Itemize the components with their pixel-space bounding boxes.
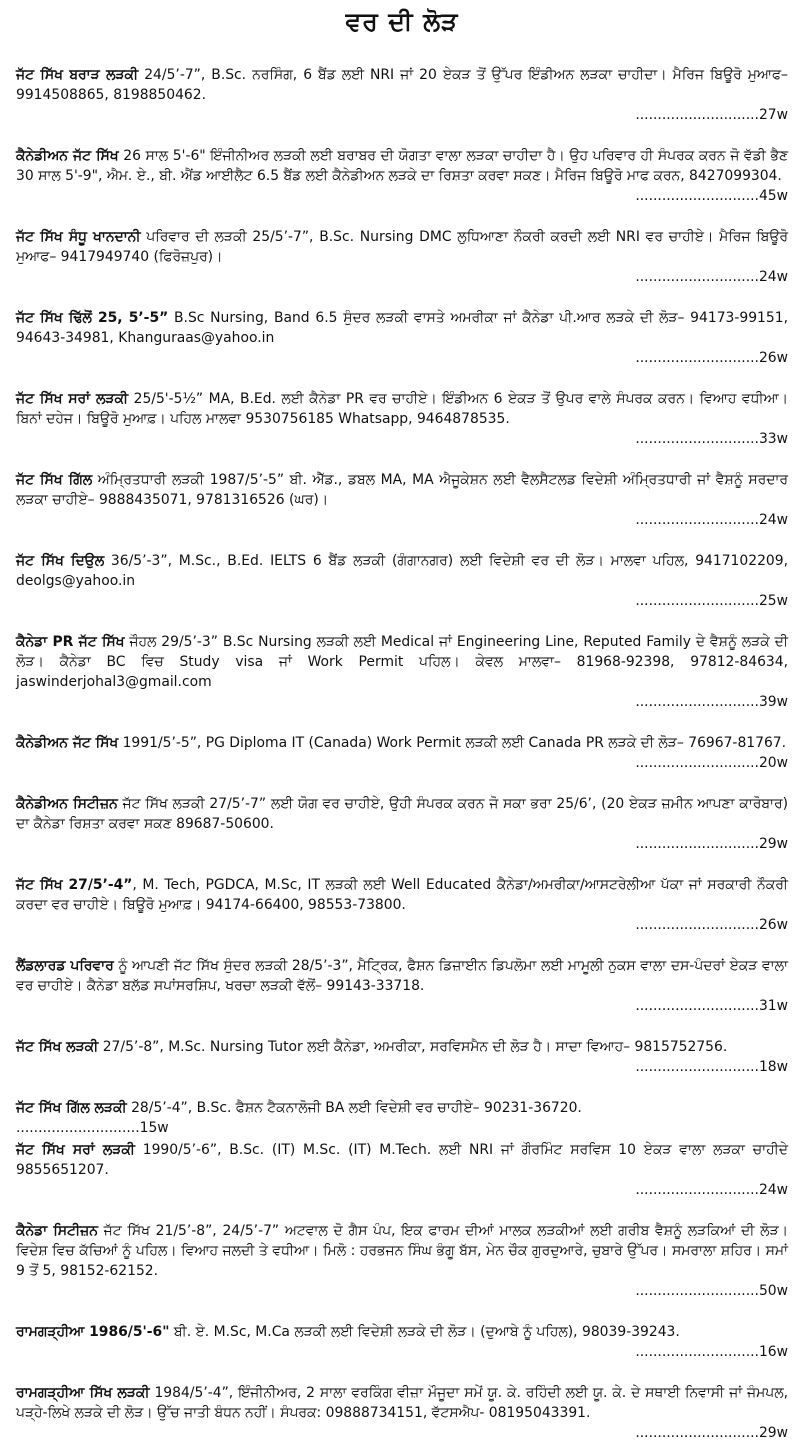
classified-ad [16,65,788,125]
ad-body: 1990/5’-6”, B.Sc. (IT) M.Sc. (IT) M.Tech. ਲਈ NRI ਜਾਂ ਗੌਰਮਿੰਟ ਸਰਵਿਸ 10 ਏਕੜ ਵਾਲਾ ਲੜਕਾ ਚਾਹੀਦੇ 9855651207. [16,1142,788,1178]
ad-lead: ਜੱਟ ਸਿੱਖ ਦਿਉਲ [16,553,105,569]
classified-ad [16,1098,788,1138]
ad-code: ............................50w [635,1283,788,1299]
classified-ad [16,1383,788,1443]
ad-lead: ਲੈਂਡਲਾਰਡ ਪਰਿਵਾਰ [16,958,114,974]
ad-code: ............................33w [635,431,788,447]
ad-lead: ਜੱਟ ਸਿੱਖ ਗਿੱਲ [16,472,93,488]
ad-lead: ਕੈਨੇਡਾ PR ਜੱਟ ਸਿੱਖ [16,634,125,650]
ad-body: 1991/5’-5”, PG Diploma IT (Canada) Work Permit ਲੜਕੀ ਲਈ Canada PR ਲੜਕੇ ਦੀ ਲੋੜ– 76967-81767. [118,735,787,751]
classified-ad [16,1037,788,1077]
ad-body: B.Sc Nursing, Band 6.5 ਸੁੰਦਰ ਲੜਕੀ ਵਾਸਤੇ ਅਮਰੀਕਾ ਜਾਂ ਕੈਨੇਡਾ ਪੀ.ਆਰ ਲੜਕੇ ਦੀ ਲੋੜ– 94173-99151, 94643-34981, Khanguraas@yahoo.in [16,310,788,346]
ad-code: ............................20w [635,755,788,771]
classified-ad [16,956,788,1016]
ad-body: 26 ਸਾਲ 5'-6" ਇੰਜੀਨੀਅਰ ਲੜਕੀ ਲਈ ਬਰਾਬਰ ਦੀ ਯੋਗਤਾ ਵਾਲਾ ਲੜਕਾ ਚਾਹੀਦਾ ਹੈ। ਉਹ ਪਰਿਵਾਰ ਹੀ ਸੰਪਰਕ ਕਰਨ ਜੋ ਵੱਡੀ ਭੈਣ 30 ਸਾਲ 5'-9", ਐਮ. ਏ., ਬੀ. ਐਂਡ ਆਈਲੈਟ 6.5 ਬੈਂਡ ਲਈ ਕੈਨੇਡੀਅਨ ਲੜਕੇ ਦਾ ਰਿਸ਼ਤਾ ਕਰਵਾ ਸਕਣ। ਮੈਰਿਜ ਬਿਊਰੋ ਮਾਫ ਕਰਨ, 8427099304. [16,148,789,184]
classified-ad [16,146,788,206]
classified-ads-list [16,65,788,1443]
ad-lead: ਜੱਟ ਸਿੱਖ ਢਿੱਲੋਂ 25, 5’-5” [16,310,169,326]
classified-ad [16,875,788,935]
classified-ad [16,1221,788,1301]
ad-body: ਨੂੰ ਆਪਣੀ ਜੱਟ ਸਿੱਖ ਸੁੰਦਰ ਲੜਕੀ 28/5’-3”, ਮੈਟ੍ਰਿਕ, ਫੈਸ਼ਨ ਡਿਜ਼ਾਈਨ ਡਿਪਲੋਮਾ ਲਈ ਮਾਮੂਲੀ ਨੁਕਸ ਵਾਲਾ ਦਸ-ਪੰਦਰਾਂ ਏਕੜ ਵਾਲਾ ਵਰ ਚਾਹੀਏ। ਕੈਨੇਡਾ ਬਲੱਡ ਸਪਾਂਸਰਸ਼ਿਪ, ਖਰਚਾ ਲੜਕੀ ਵੱਲੋਂ– 99143-33718. [16,958,789,994]
ad-lead: ਜੱਟ ਸਿੱਖ ਬਰਾੜ ਲੜਕੀ [16,67,139,83]
ad-code: ............................31w [635,998,788,1014]
ad-body: ਬੀ. ਏ. M.Sc, M.Ca ਲੜਕੀ ਲਈ ਵਿਦੇਸ਼ੀ ਲੜਕੇ ਦੀ ਲੋੜ। (ਦੁਆਬੇ ਨੂੰ ਪਹਿਲ), 98039-39243. [169,1324,680,1340]
classified-ad [16,470,788,530]
ad-lead: ਜੱਟ ਸਿੱਖ ਸਰਾਂ ਲੜਕੀ [16,1142,135,1158]
classified-ad [16,308,788,368]
ad-lead: ਜੱਟ ਸਿੱਖ ਗਿੱਲ ਲੜਕੀ [16,1100,127,1116]
ad-code: ............................25w [635,593,788,609]
ad-lead: ਕੈਨੇਡੀਅਨ ਜੱਟ ਸਿੱਖ [16,148,119,164]
ad-lead: ਰਾਮਗੜ੍ਹੀਆ ਸਿੱਖ ਲੜਕੀ [16,1385,150,1401]
classified-ad [16,551,788,611]
ad-lead: ਜੱਟ ਸਿੱਖ ਲੜਕੀ [16,1039,99,1055]
ad-code: ............................24w [635,1182,788,1198]
ad-lead: ਰਾਮਗੜ੍ਹੀਆ 1986/5'-6" [16,1324,170,1340]
ad-code: ............................29w [635,836,788,852]
ad-body: ਜੱਟ ਸਿੱਖ ਲੜਕੀ 27/5’-7” ਲਈ ਯੋਗ ਵਰ ਚਾਹੀਏ, ਉਹੀ ਸੰਪਰਕ ਕਰਨ ਜੋ ਸਕਾ ਭਰਾ 25/6’, (20 ਏਕੜ ਜ਼ਮੀਨ ਆਪਣਾ ਕਾਰੋਬਾਰ) ਦਾ ਕੈਨੇਡਾ ਰਿਸ਼ਤਾ ਕਰਵਾ ਸਕਣ 89687-50600. [16,796,788,832]
ad-code: ............................27w [635,107,788,123]
ad-body: ਅੰਮ੍ਰਿਤਧਾਰੀ ਲੜਕੀ 1987/5’-5” ਬੀ. ਐੱਡ., ਡਬਲ MA, MA ਐਜੂਕੇਸ਼ਨ ਲਈ ਵੈਲਸੈਟਲਡ ਵਿਦੇਸ਼ੀ ਅੰਮ੍ਰਿਤਧਾਰੀ ਜਾਂ ਵੈਸ਼ਨੂੰ ਸਰਦਾਰ ਲੜਕਾ ਚਾਹੀਏ– 9888435071, 9781316526 (ਘਰ)। [16,472,788,508]
ad-body: 1984/5’-4”, ਇੰਜੀਨੀਅਰ, 2 ਸਾਲਾ ਵਰਕਿੰਗ ਵੀਜ਼ਾ ਮੌਜੂਦਾ ਸਮੇਂ ਯੂ. ਕੇ. ਰਹਿੰਦੀ ਲਈ ਯੂ. ਕੇ. ਦੇ ਸਥਾਈ ਨਿਵਾਸੀ ਜਾਂ ਜੰਮਪਲ, ਪੜ੍ਹੇ-ਲਿਖੇ ਲੜਕੇ ਦੀ ਲੋੜ। ਉੱਚ ਜਾਤੀ ਬੰਧਨ ਨਹੀਂ। ਸੰਪਰਕ: 09888734151, ਵੱਟਸਐਪ- 08195043391. [16,1385,788,1421]
ad-body: ਪਰਿਵਾਰ ਦੀ ਲੜਕੀ 25/5’-7”, B.Sc. Nursing DMC ਲੁਧਿਆਣਾ ਨੌਕਰੀ ਕਰਦੀ ਲਈ NRI ਵਰ ਚਾਹੀਏ। ਮੈਰਿਜ ਬਿਊਰੋ ਮੁਆਫ– 9417949740 (ਫਿਰੋਜ਼ਪੁਰ)। [16,229,788,265]
ad-body: 25/5'-5½” MA, B.Ed. ਲਈ ਕੈਨੇਡਾ PR ਵਰ ਚਾਹੀਏ। ਇੰਡੀਅਨ 6 ਏਕੜ ਤੋਂ ਉਪਰ ਵਾਲੇ ਸੰਪਰਕ ਕਰਨ। ਵਿਆਹ ਵਧੀਆ। ਬਿਨਾਂ ਦਹੇਜ। ਬਿਊਰੋ ਮੁਆਫ਼। ਪਹਿਲ ਮਾਲਵਾ 9530756185 Whatsapp, 9464878535. [16,391,788,427]
ad-body: 24/5’-7”, B.Sc. ਨਰਸਿੰਗ, 6 ਬੈਂਡ ਲਈ NRI ਜਾਂ 20 ਏਕੜ ਤੋਂ ਉੱਪਰ ਇੰਡੀਅਨ ਲੜਕਾ ਚਾਹੀਦਾ। ਮੈਰਿਜ ਬਿਊਰੋ ਮੁਆਫ– 9914508865, 8198850462. [16,67,789,103]
ad-code: ............................15w [16,1120,169,1136]
ad-body: 28/5’-4”, B.Sc. ਫੈਸ਼ਨ ਟੈਕਨਾਲੋਜੀ BA ਲਈ ਵਿਦੇਸ਼ੀ ਵਰ ਚਾਹੀਏ– 90231-36720. [126,1100,582,1116]
ad-lead: ਕੈਨੇਡੀਅਨ ਜੱਟ ਸਿੱਖ [16,735,119,751]
ad-lead: ਕੈਨੇਡਾ ਸਿਟੀਜ਼ਨ [16,1223,98,1239]
ad-body: ਜੌਹਲ 29/5’-3” B.Sc Nursing ਲੜਕੀ ਲਈ Medical ਜਾਂ Engineering Line, Reputed Family ਦੇ ਵੈਸ਼ਨੂੰ ਲੜਕੇ ਦੀ ਲੋੜ। ਕੈਨੇਡਾ BC ਵਿਚ Study visa ਜਾਂ Work Permit ਪਹਿਲ। ਕੇਵਲ ਮਾਲਵਾ– 81968-92398, 97812-84634, jaswinderjohal3@gmail.com [16,634,789,690]
classified-ad [16,1322,788,1362]
classified-ad [16,389,788,449]
classified-ad [16,733,788,773]
ad-lead: ਜੱਟ ਸਿੱਖ 27/5’-4” [16,877,133,893]
ad-code: ............................16w [635,1344,788,1360]
ad-code: ............................39w [635,694,788,710]
classified-ad [16,227,788,287]
classified-ad [16,632,788,712]
classified-ad [16,1140,788,1200]
classified-ad [16,794,788,854]
ad-code: ............................18w [635,1059,788,1075]
page-heading: ਵਰ ਦੀ ਲੋੜ [345,7,459,36]
ad-code: ............................24w [635,269,788,285]
ad-body: 27/5’-8”, M.Sc. Nursing Tutor ਲਈ ਕੈਨੇਡਾ, ਅਮਰੀਕਾ, ਸਰਵਿਸਮੈਨ ਦੀ ਲੋੜ ਹੈ। ਸਾਦਾ ਵਿਆਹ– 9815752756. [98,1039,728,1055]
ad-code: ............................24w [635,512,788,528]
ad-lead: ਕੈਨੇਡੀਅਨ ਸਿਟੀਜ਼ਨ [16,796,118,812]
ad-code: ............................29w [635,1425,788,1441]
ad-body: ਜੱਟ ਸਿੱਖ 21/5’-8”, 24/5’-7” ਅਟਵਾਲ ਦੋ ਗੈਸ ਪੰਪ, ਇਕ ਫਾਰਮ ਦੀਆਂ ਮਾਲਕ ਲੜਕੀਆਂ ਲਈ ਗਰੀਬ ਵੈਸ਼ਨੂੰ ਲੜਕਿਆਂ ਦੀ ਲੋੜ। ਵਿਦੇਸ਼ ਵਿਚ ਕੱਚਿਆਂ ਨੂੰ ਪਹਿਲ। ਵਿਆਹ ਜਲਦੀ ਤੇ ਵਧੀਆ। ਮਿਲੋ : ਹਰਭਜਨ ਸਿੰਘ ਭੰਗੂ ਬੱਸ, ਮੇਨ ਚੌਕ ਗੁਰਦੁਆਰੇ, ਚੁਬਾਰੇ ਉੱਪਰ। ਸਮਰਾਲਾ ਸ਼ਹਿਰ। ਸਮਾਂ 9 ਤੋਂ 5, 98152-62152. [16,1223,789,1279]
ad-code: ............................26w [635,917,788,933]
ad-code: ............................45w [635,188,788,204]
ad-lead: ਜੱਟ ਸਿੱਖ ਸੰਧੂ ਖਾਨਦਾਨੀ [16,229,141,245]
ad-body: , M. Tech, PGDCA, M.Sc, IT ਲੜਕੀ ਲਈ Well Educated ਕੈਨੇਡਾ/ਅਮਰੀਕਾ/ਆਸਟਰੇਲੀਆ ਪੱਕਾ ਜਾਂ ਸਰਕਾਰੀ ਨੌਕਰੀ ਕਰਦਾ ਵਰ ਚਾਹੀਏ। ਬਿਊਰੋ ਮੁਆਫ਼। 94174-66400, 98553-73800. [16,877,788,913]
ad-lead: ਜੱਟ ਸਿੱਖ ਸਰਾਂ ਲੜਕੀ [16,391,129,407]
ad-code: ............................26w [635,350,788,366]
ad-body: 36/5’-3”, M.Sc., B.Ed. IELTS 6 ਬੈਂਡ ਲੜਕੀ (ਗੰਗਾਨਗਰ) ਲਈ ਵਿਦੇਸ਼ੀ ਵਰ ਦੀ ਲੋੜ। ਮਾਲਵਾ ਪਹਿਲ, 9417102209, deolgs@yahoo.in [16,553,788,589]
